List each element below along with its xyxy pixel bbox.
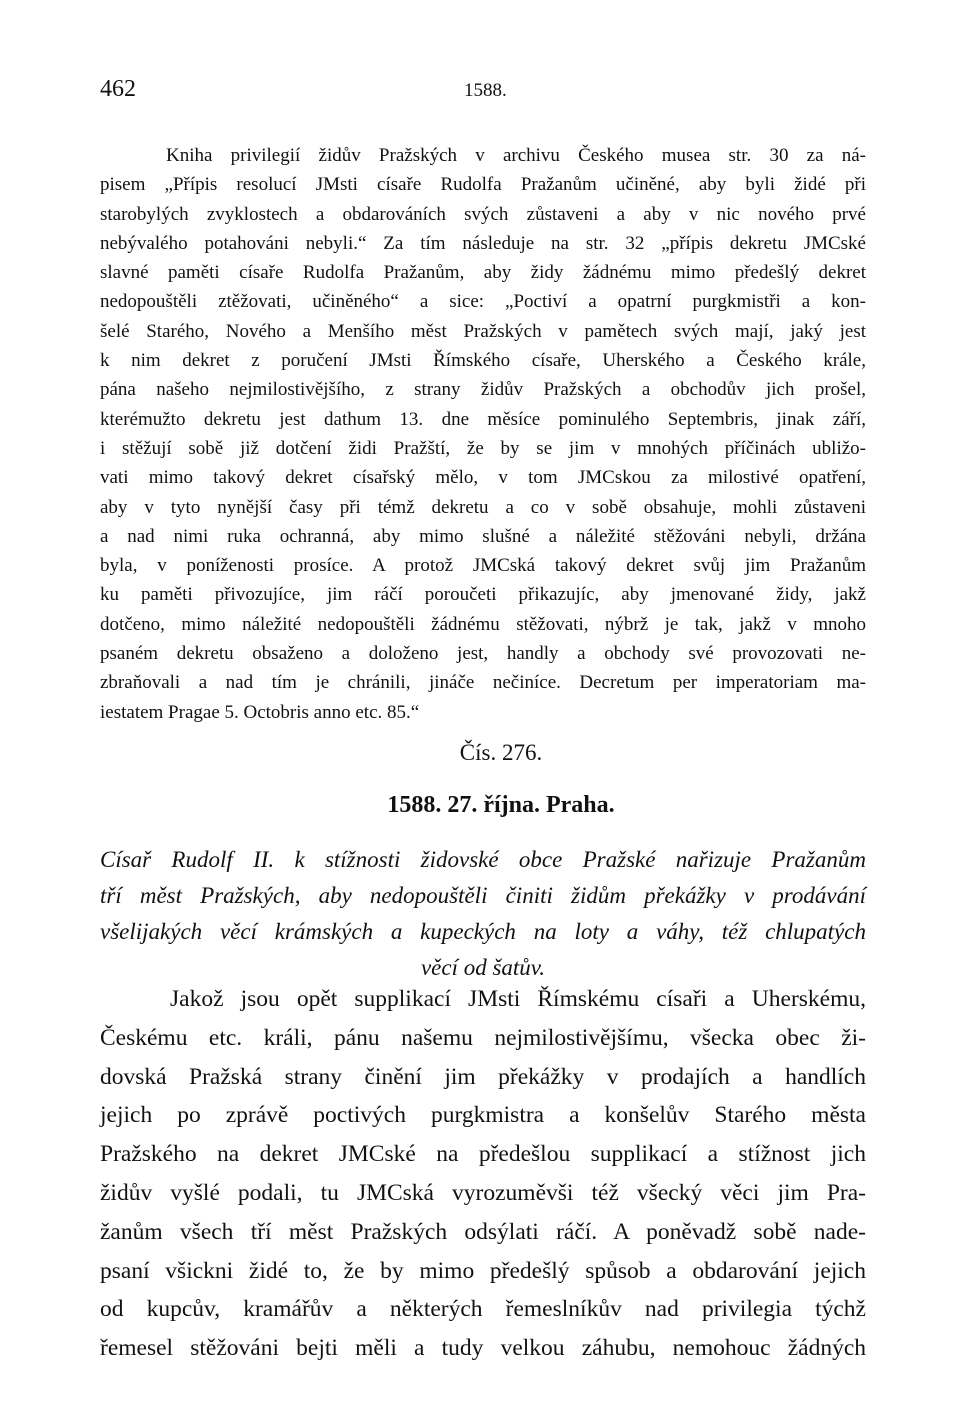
summary-line: Císař Rudolf II. k stížnosti židovské obce Pražské nařizuje Pražanům: [100, 847, 866, 872]
note-line: Kniha privilegií židův Pražských v archivu Českého musea str. 30 za ná-: [166, 145, 866, 166]
note-line: šelé Starého, Nového a Menšího měst Pražských v pamětech svých mají, jaký jest: [100, 320, 866, 342]
note-line: nedopouštěli ztěžovati, učiněného“ a sice: „Poctiví a opatrní purgkmistři a kon-: [100, 291, 866, 313]
body-line: žanům všech tří měst Pražských odsýlati ráčí. A poněvadž sobě nade-: [100, 1218, 866, 1245]
note-line: nebývalého potahováni nebyli.“ Za tím následuje na str. 32 „přípis dekretu JMCské: [100, 232, 866, 254]
page-header: [100, 76, 866, 112]
body-line: židův vyšlé podali, tu JMCská vyrozuměvši též všecký věci jim Pra-: [100, 1179, 866, 1206]
body-line: od kupcův, kramářův a některých řemeslníkův nad privilegia týchž: [100, 1296, 866, 1323]
document-summary: [100, 842, 866, 986]
body-line: Pražského na dekret JMCské na předešlou supplikací a stížnost jich: [100, 1141, 866, 1168]
note-line: dotčeno, mimo náležité nedopouštěli žádnému stěžovati, nýbrž je tak, jakž v mnoho: [100, 613, 866, 635]
note-line: byla, v poníženosti prosíce. A protož JMCská takový dekret svůj jim Pražanům: [100, 555, 866, 577]
summary-line: tří měst Pražských, aby nedopouštěli činiti židům překážky v prodávání: [100, 883, 866, 908]
note-line: k nim dekret z poručení JMsti Římského císaře, Uherského a Českého krále,: [100, 350, 866, 372]
body-line: psaní všickni židé to, že by mimo předešlý spůsob a obdarování jejich: [100, 1257, 866, 1284]
body-line: dovská Pražská strany činění jim překážky v prodajích a handlích: [100, 1063, 866, 1090]
note-line: i stěžují sobě již dotčení židi Pražští, že by se jim v mnohých příčinách ubližo-: [100, 437, 866, 459]
note-line: kterémužto dekretu jest dathum 13. dne měsíce pominulého Septembris, jinak září,: [100, 408, 866, 430]
body-line: Jakož jsou opět supplikací JMsti Římskému císaři a Uherskému,: [170, 986, 866, 1012]
note-line: aby v tyto nynější časy při témž dekretu a co v sobě obsahuje, mohli zůstaveni: [100, 496, 866, 518]
page-number: 462: [100, 76, 136, 102]
summary-line: věcí od šatův.: [420, 955, 546, 980]
note-line: pisem „Přípis resolucí JMsti císaře Rudolfa Pražanům učiněné, aby byli židé při: [100, 174, 866, 196]
body-line: jejich po zprávě poctivých purgkmistra a konšelův Starého města: [100, 1102, 866, 1129]
note-line: zbraňovali a nad tím je chránili, jináče nečiníce. Decretum per imperatoriam ma-: [100, 672, 866, 694]
note-line: ku paměti přivozujíce, jim ráčí poroučeti přikazujíc, aby jmenované židy, jakž: [100, 584, 866, 606]
running-head-year: 1588.: [464, 80, 507, 101]
note-line: iestatem Pragae 5. Octobris anno etc. 85.“: [100, 701, 420, 723]
document-body: [100, 980, 866, 1368]
summary-line: všelijakých věcí krámských a kupeckých na loty a váhy, též chlupatých: [100, 919, 866, 944]
document-number: Čís. 276.: [459, 740, 543, 765]
note-line: slavné paměti císaře Rudolfa Pražanům, aby židy žádnému mimo předešlý dekret: [100, 262, 866, 284]
body-line: Českému etc. králi, pánu našemu nejmilostivějšímu, všecka obec ži-: [100, 1024, 866, 1051]
note-line: starobylých zvyklostech a obdarováních svých zůstaveni a aby v nic nového prvé: [100, 203, 866, 225]
source-note: [100, 141, 866, 727]
note-line: a nad nimi ruka ochranná, aby mimo slušné a náležité stěžováni nebyli, držána: [100, 525, 866, 547]
document-date-place: 1588. 27. října. Praha.: [387, 792, 615, 818]
note-line: pána našeho nejmilostivějšího, z strany židův Pražských a obchodův jich prošel,: [100, 379, 866, 401]
body-line: řemesel stěžováni bejti měli a tudy velkou záhubu, nemohouc žádných: [100, 1335, 866, 1362]
note-line: vati mimo takový dekret císařský mělo, v tom JMCskou za milostivé opatření,: [100, 467, 866, 489]
note-line: psaném dekretu obsaženo a doloženo jest, handly a obchody své provozovati ne-: [100, 643, 866, 665]
